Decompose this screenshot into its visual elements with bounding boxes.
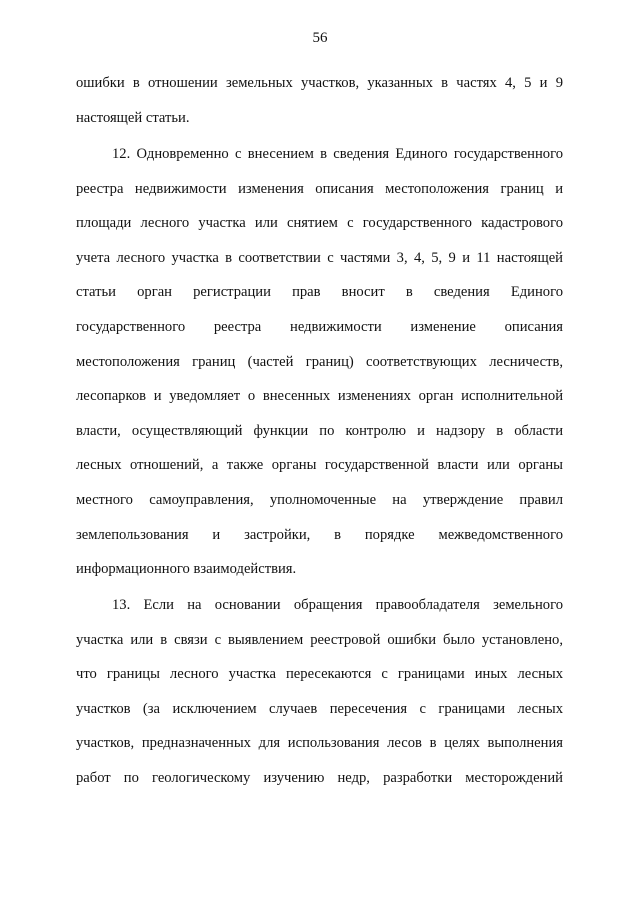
text-line: местоположения границ (частей границ) соответствующих лесничеств, [76,353,563,370]
text-line: участков (за исключением случаев пересечения с границами лесных [76,700,563,717]
text-line: площади лесного участка или снятием с государственного кадастрового [76,215,563,232]
text-line: настоящей статьи. [76,109,190,126]
paragraph-12 [76,144,563,594]
page-number: 56 [312,30,328,46]
text-line: участков, предназначенных для использования лесов в целях выполнения [76,735,563,752]
text-line: 12. Одновременно с внесением в сведения Единого государственного [112,146,563,162]
text-line: ошибки в отношении земельных участков, указанных в частях 4, 5 и 9 [76,75,563,91]
text-line: что границы лесного участка пересекаются с границами иных лесных [76,666,563,683]
text-line: участка или в связи с выявлением реестровой ошибки было установлено, [76,631,563,648]
paragraph-continuation [76,73,563,142]
text-line: землепользования и застройки, в порядке межведомственного [76,526,563,543]
text-line: учета лесного участка в соответствии с частями 3, 4, 5, 9 и 11 настоящей [76,249,563,266]
text-line: государственного реестра недвижимости изменение описания [76,318,563,335]
text-line: реестра недвижимости изменения описания местоположения границ и [76,180,563,197]
text-line: статьи орган регистрации прав вносит в сведения Единого [76,284,563,301]
text-line: 13. Если на основании обращения правообладателя земельного [112,597,563,613]
text-line: местного самоуправления, уполномоченные на утверждение правил [76,491,563,508]
text-line: лесопарков и уведомляет о внесенных изменениях орган исполнительной [76,388,563,405]
text-line: власти, осуществляющий функции по контролю и надзору в области [76,422,563,439]
text-line: работ по геологическому изучению недр, разработки месторождений [76,769,563,786]
paragraph-13 [76,595,563,803]
text-line: лесных отношений, а также органы государственной власти или органы [76,457,563,474]
text-line: информационного взаимодействия. [76,561,297,578]
